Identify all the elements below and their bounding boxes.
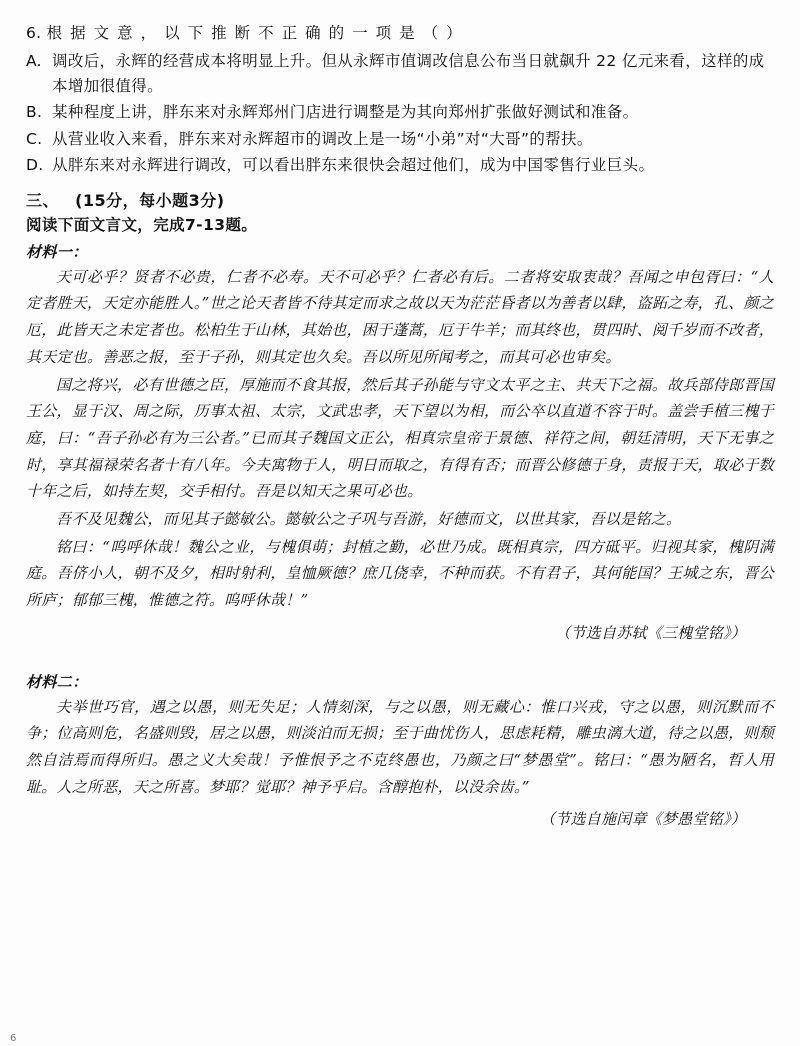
section-heading	[26, 188, 774, 211]
material-one-body	[26, 264, 774, 614]
option-b	[26, 100, 774, 125]
option-d	[26, 153, 774, 178]
option-a	[26, 49, 774, 99]
material-one-paragraph-1: 天可必乎？贤者不必贵，仁者不必寿。天不可必乎？仁者必有后。二者将安取衷哉？吾闻之申包胥曰：“人定者胜天，天定亦能胜人。”世之论天者皆不待其定而求之故以天为茫茫昏者以为善者以肆，盗跖之寿，孔、颜之厄，此皆天之未定者也。松柏生于山林，其始也，困于蓬蒿，厄于牛羊；而其终也，贯四时、阅千岁而不改者，其天定也。善恶之报，至于子孙，则其定也久矣。吾以所见所闻考之，而其可必也审矣。	[26, 267, 774, 366]
option-b-text: 某种程度上讲，胖东来对永辉郑州门店进行调整是为其向郑州扩张做好测试和准备。	[52, 103, 639, 122]
option-a-letter: A.	[26, 52, 42, 71]
question-6-stem	[26, 22, 774, 45]
option-b-letter: B.	[26, 103, 43, 122]
option-c	[26, 127, 774, 152]
material-one-paragraph-4: 铭曰：“呜呼休哉！魏公之业，与槐俱萌；封植之勤，必世乃成。既相真宗，四方砥平。归视其家，槐阴满庭。吾侪小人，朝不及夕，相时射利，皇恤厥德？庶几侥幸，不种而获。不有君子，其何能国？王城之东，晋公所庐；郁郁三槐，惟德之符。呜呼休哉！”	[26, 537, 774, 610]
question-6-close-paren: ）	[446, 24, 462, 42]
material-two-body	[26, 694, 774, 801]
question-6-text: 根据文意，以下推断不正确的一项是（	[46, 24, 447, 42]
material-one-source: （节选自苏轼《三槐堂铭》）	[555, 623, 746, 642]
material-one-paragraph-3: 吾不及见魏公，而见其子懿敏公。懿敏公之子巩与吾游，好德而文，以世其家，吾以是铭之。	[56, 509, 682, 528]
material-two-source: （节选自施闰章《梦愚堂铭》）	[539, 810, 746, 829]
material-one-paragraph-2: 国之将兴，必有世德之臣，厚施而不食其报，然后其子孙能与守文太平之主、共天下之福。故兵部侍郎晋国王公，显于汉、周之际，历事太祖、太宗，文武忠孝，天下望以为相，而公卒以直道不容于时。盖尝手植三槐于庭，曰：“吾子孙必有为三公者。”已而其子魏国文正公，相真宗皇帝于景德、祥符之间，朝廷清明，天下无事之时，享其福禄荣名者十有八年。今夫寓物于人，明日而取之，有得有否；而晋公修德于身，责报于天，取必于数十年之后，如持左契，交手相付。吾是以知天之果可必也。	[26, 375, 774, 501]
option-c-text: 从营业收入来看，胖东来对永辉超市的调改上是一场“小弟”对“大哥”的帮扶。	[52, 129, 593, 148]
option-d-letter: D.	[26, 155, 44, 174]
page-number: 6	[10, 1033, 17, 1044]
section-score: (15分，每小题3分)	[75, 190, 225, 210]
section-instruction: 阅读下面文言文，完成7-13题。	[26, 215, 258, 234]
question-6-number: 6.	[26, 24, 42, 42]
block-spacer	[26, 643, 774, 665]
material-one-label: 材料一：	[26, 242, 88, 261]
material-two-label: 材料二：	[26, 672, 88, 691]
option-c-letter: C.	[26, 129, 43, 148]
option-a-text: 调改后，永辉的经营成本将明显上升。但从永辉市值调改信息公布当日就飙升 22 亿元来看，这样的成本增加很值得。	[52, 52, 765, 96]
page-content	[26, 22, 774, 829]
section-number: 三、	[26, 190, 60, 210]
option-d-text: 从胖东来对永辉进行调改，可以看出胖东来很快会超过他们，成为中国零售行业巨头。	[52, 155, 655, 174]
material-two-paragraph-1: 夫举世巧官，遇之以愚，则无失足；人情刻深，与之以愚，则无藏心：惟口兴戎，守之以愚，则沉默而不争；位高则危，名盛则毁，居之以愚，则淡泊而无损；至于曲忧伤人，思虑耗精，雕虫漓大道，待之以愚，则颓然自洁焉而得所归。愚之义大矣哉！予惟恨予之不克终愚也，乃颜之曰“梦愚堂”。铭曰：“愚为陋名，哲人用耻。人之所恶，天之所喜。梦耶？觉耶？神予乎启。含醇抱朴，以没余齿。”	[26, 697, 774, 796]
